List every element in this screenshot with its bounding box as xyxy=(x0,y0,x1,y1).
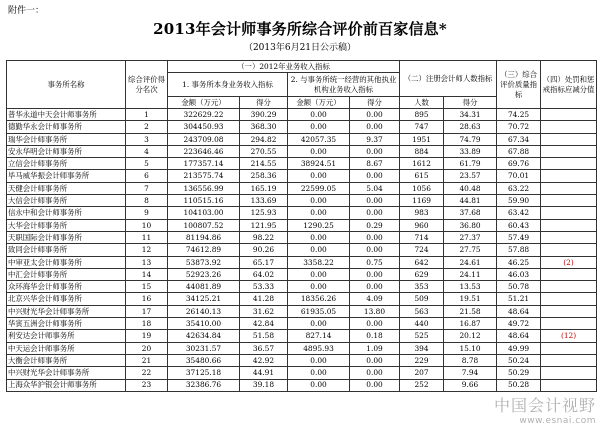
own-revenue-amount-cell: 223646.46 xyxy=(168,145,240,157)
affiliate-revenue-score-cell: 0.00 xyxy=(350,281,400,293)
affiliate-revenue-score-cell: 4.09 xyxy=(350,293,400,305)
table-row xyxy=(7,330,597,342)
affiliate-revenue-score-cell: 0.00 xyxy=(350,207,400,219)
own-revenue-amount-cell: 81194.86 xyxy=(168,231,240,243)
cpa-score-cell: 13.53 xyxy=(444,281,497,293)
table-row xyxy=(7,231,597,243)
own-revenue-score-cell: 36.57 xyxy=(240,342,288,354)
own-revenue-score-cell: 39.18 xyxy=(240,379,288,391)
rank-cell: 2 xyxy=(126,121,168,133)
firm-name-cell: 德勤华永会计师事务所 xyxy=(7,121,126,133)
penalty-cell xyxy=(541,342,597,354)
affiliate-revenue-amount-cell: 18356.26 xyxy=(288,293,350,305)
cpa-score-cell: 36.80 xyxy=(444,219,497,231)
table-row xyxy=(7,170,597,182)
own-revenue-amount-cell: 26140.13 xyxy=(168,305,240,317)
affiliate-revenue-score-cell: 0.00 xyxy=(350,121,400,133)
own-revenue-score-cell: 41.28 xyxy=(240,293,288,305)
cpa-score-cell: 9.66 xyxy=(444,379,497,391)
firm-name-cell: 立信会计师事务所 xyxy=(7,158,126,170)
firm-name-cell: 瑞华会计师事务所 xyxy=(7,133,126,145)
affiliate-revenue-amount-cell: 42057.35 xyxy=(288,133,350,145)
cpa-score-cell: 8.78 xyxy=(444,354,497,366)
affiliate-revenue-score-cell: 0.00 xyxy=(350,231,400,243)
rank-cell: 22 xyxy=(126,367,168,379)
cpa-count-cell: 714 xyxy=(400,231,444,243)
header-group-cpa: （二）注册会计师人数指标 xyxy=(400,61,497,97)
cpa-count-cell: 207 xyxy=(400,367,444,379)
affiliate-revenue-amount-cell: 0.00 xyxy=(288,367,350,379)
cpa-count-cell: 252 xyxy=(400,379,444,391)
header-group-quality: （三）综合评价质量指标 xyxy=(497,61,541,109)
rank-cell: 11 xyxy=(126,231,168,243)
affiliate-revenue-score-cell: 1.09 xyxy=(350,342,400,354)
firm-name-cell: 天健会计师事务所 xyxy=(7,182,126,194)
cpa-score-cell: 27.37 xyxy=(444,231,497,243)
penalty-cell xyxy=(541,145,597,157)
affiliate-revenue-amount-cell: 1290.25 xyxy=(288,219,350,231)
penalty-cell xyxy=(541,182,597,194)
penalty-cell xyxy=(541,231,597,243)
quality-score-cell: 51.21 xyxy=(497,293,541,305)
cpa-score-cell: 74.79 xyxy=(444,133,497,145)
penalty-cell xyxy=(541,268,597,280)
own-revenue-score-cell: 53.33 xyxy=(240,281,288,293)
penalty-cell xyxy=(541,195,597,207)
affiliate-revenue-score-cell: 0.00 xyxy=(350,109,400,121)
cpa-score-cell: 37.68 xyxy=(444,207,497,219)
table-row xyxy=(7,293,597,305)
penalty-cell xyxy=(541,109,597,121)
quality-score-cell: 63.42 xyxy=(497,207,541,219)
affiliate-revenue-amount-cell: 22599.05 xyxy=(288,182,350,194)
table-row xyxy=(7,256,597,268)
cpa-count-cell: 615 xyxy=(400,170,444,182)
quality-score-cell: 74.25 xyxy=(497,109,541,121)
quality-score-cell: 63.22 xyxy=(497,182,541,194)
cpa-score-cell: 20.12 xyxy=(444,330,497,342)
affiliate-revenue-amount-cell: 0.00 xyxy=(288,281,350,293)
own-revenue-score-cell: 65.17 xyxy=(240,256,288,268)
firm-name-cell: 大信会计师事务所 xyxy=(7,195,126,207)
watermark-text: 中国会计视野 xyxy=(493,396,596,415)
affiliate-revenue-score-cell: 0.75 xyxy=(350,256,400,268)
rank-cell: 16 xyxy=(126,293,168,305)
table-row xyxy=(7,281,597,293)
cpa-score-cell: 34.31 xyxy=(444,109,497,121)
table-row xyxy=(7,318,597,330)
affiliate-revenue-amount-cell: 0.00 xyxy=(288,354,350,366)
table-row xyxy=(7,379,597,391)
cpa-count-cell: 1169 xyxy=(400,195,444,207)
own-revenue-amount-cell: 136556.99 xyxy=(168,182,240,194)
own-revenue-amount-cell: 32386.76 xyxy=(168,379,240,391)
affiliate-revenue-amount-cell: 0.00 xyxy=(288,207,350,219)
own-revenue-amount-cell: 104103.00 xyxy=(168,207,240,219)
watermark xyxy=(494,393,596,426)
cpa-score-cell: 21.58 xyxy=(444,305,497,317)
rank-cell: 23 xyxy=(126,379,168,391)
quality-score-cell: 50.28 xyxy=(497,379,541,391)
firm-name-cell: 毕马威华振会计师事务所 xyxy=(7,170,126,182)
quality-score-cell: 70.01 xyxy=(497,170,541,182)
penalty-cell xyxy=(541,305,597,317)
affiliate-revenue-amount-cell: 0.00 xyxy=(288,379,350,391)
affiliate-revenue-score-cell: 0.00 xyxy=(350,367,400,379)
rank-cell: 6 xyxy=(126,170,168,182)
own-revenue-score-cell: 31.62 xyxy=(240,305,288,317)
rank-cell: 4 xyxy=(126,145,168,157)
cpa-score-cell: 15.10 xyxy=(444,342,497,354)
quality-score-cell: 70.72 xyxy=(497,121,541,133)
affiliate-revenue-amount-cell: 0.00 xyxy=(288,170,350,182)
cpa-count-cell: 895 xyxy=(400,109,444,121)
quality-score-cell: 46.25 xyxy=(497,256,541,268)
rank-cell: 20 xyxy=(126,342,168,354)
own-revenue-amount-cell: 35480.66 xyxy=(168,354,240,366)
table-row xyxy=(7,207,597,219)
own-revenue-amount-cell: 34125.21 xyxy=(168,293,240,305)
penalty-cell xyxy=(541,367,597,379)
table-row xyxy=(7,367,597,379)
own-revenue-score-cell: 214.55 xyxy=(240,158,288,170)
affiliate-revenue-score-cell: 0.29 xyxy=(350,219,400,231)
quality-score-cell: 46.03 xyxy=(497,268,541,280)
cpa-count-cell: 394 xyxy=(400,342,444,354)
header-amount: 金额（万元） xyxy=(288,97,350,109)
quality-score-cell: 50.29 xyxy=(497,367,541,379)
own-revenue-score-cell: 368.30 xyxy=(240,121,288,133)
cpa-count-cell: 525 xyxy=(400,330,444,342)
own-revenue-amount-cell: 42634.84 xyxy=(168,330,240,342)
rank-cell: 17 xyxy=(126,305,168,317)
rank-cell: 14 xyxy=(126,268,168,280)
document-title: 2013年会计师事务所综合评价前百家信息* xyxy=(153,20,447,38)
affiliate-revenue-score-cell: 5.04 xyxy=(350,182,400,194)
cpa-score-cell: 7.94 xyxy=(444,367,497,379)
cpa-score-cell: 61.79 xyxy=(444,158,497,170)
header-firm-name: 事务所名称 xyxy=(7,61,126,109)
penalty-cell xyxy=(541,170,597,182)
own-revenue-amount-cell: 322629.22 xyxy=(168,109,240,121)
rank-cell: 10 xyxy=(126,219,168,231)
rank-cell: 18 xyxy=(126,318,168,330)
own-revenue-score-cell: 133.69 xyxy=(240,195,288,207)
header-persons: 人数 xyxy=(400,97,444,109)
own-revenue-score-cell: 125.93 xyxy=(240,207,288,219)
firm-name-cell: 众环海华会计师事务所 xyxy=(7,281,126,293)
table-row xyxy=(7,342,597,354)
cpa-score-cell: 27.75 xyxy=(444,244,497,256)
rank-cell: 1 xyxy=(126,109,168,121)
quality-score-cell: 48.64 xyxy=(497,305,541,317)
table-row xyxy=(7,158,597,170)
quality-score-cell: 59.90 xyxy=(497,195,541,207)
affiliate-revenue-amount-cell: 0.00 xyxy=(288,195,350,207)
penalty-cell xyxy=(541,281,597,293)
document-subtitle: （2013年6月21日公示稿） xyxy=(243,43,357,53)
cpa-score-cell: 16.87 xyxy=(444,318,497,330)
cpa-count-cell: 642 xyxy=(400,256,444,268)
penalty-cell xyxy=(541,293,597,305)
quality-score-cell: 50.78 xyxy=(497,281,541,293)
affiliate-revenue-amount-cell: 0.00 xyxy=(288,244,350,256)
cpa-count-cell: 884 xyxy=(400,145,444,157)
own-revenue-amount-cell: 74612.89 xyxy=(168,244,240,256)
rank-cell: 3 xyxy=(126,133,168,145)
watermark-url: www.esnai.com xyxy=(519,416,596,426)
annex-label: 附件一： xyxy=(8,6,45,16)
quality-score-cell: 57.88 xyxy=(497,244,541,256)
affiliate-revenue-score-cell: 8.67 xyxy=(350,158,400,170)
penalty-cell: (2) xyxy=(541,256,597,268)
firm-name-cell: 中兴财光华会计师事务所 xyxy=(7,367,126,379)
own-revenue-amount-cell: 110515.16 xyxy=(168,195,240,207)
rank-cell: 13 xyxy=(126,256,168,268)
firm-name-cell: 上海众华沪银会计师事务所 xyxy=(7,379,126,391)
cpa-score-cell: 40.48 xyxy=(444,182,497,194)
cpa-score-cell: 44.81 xyxy=(444,195,497,207)
firm-name-cell: 大衡会计师事务所 xyxy=(7,354,126,366)
firm-name-cell: 天职国际会计师事务所 xyxy=(7,231,126,243)
firm-name-cell: 中天运会计师事务所 xyxy=(7,342,126,354)
cpa-count-cell: 229 xyxy=(400,354,444,366)
cpa-score-cell: 24.61 xyxy=(444,256,497,268)
affiliate-revenue-amount-cell: 0.00 xyxy=(288,121,350,133)
firm-name-cell: 中审亚太会计师事务所 xyxy=(7,256,126,268)
cpa-score-cell: 23.57 xyxy=(444,170,497,182)
table-row xyxy=(7,182,597,194)
header-group-revenue: （一）2012年业务收入指标 xyxy=(168,61,400,73)
table-row xyxy=(7,219,597,231)
affiliate-revenue-score-cell: 9.37 xyxy=(350,133,400,145)
rank-cell: 21 xyxy=(126,354,168,366)
penalty-cell xyxy=(541,354,597,366)
penalty-cell xyxy=(541,244,597,256)
cpa-count-cell: 1612 xyxy=(400,158,444,170)
affiliate-revenue-amount-cell: 0.00 xyxy=(288,268,350,280)
affiliate-revenue-score-cell: 0.18 xyxy=(350,330,400,342)
own-revenue-score-cell: 121.95 xyxy=(240,219,288,231)
firm-name-cell: 中兴财光华会计师事务所 xyxy=(7,305,126,317)
header-rank: 综合评价得分名次 xyxy=(126,61,168,109)
cpa-count-cell: 353 xyxy=(400,281,444,293)
own-revenue-amount-cell: 304450.93 xyxy=(168,121,240,133)
own-revenue-score-cell: 165.19 xyxy=(240,182,288,194)
table-row xyxy=(7,354,597,366)
firm-name-cell: 致同会计师事务所 xyxy=(7,244,126,256)
header-affiliate-revenue: 2. 与事务所统一经营的其他执业机构业务收入指标 xyxy=(288,73,400,97)
own-revenue-score-cell: 270.55 xyxy=(240,145,288,157)
rank-cell: 8 xyxy=(126,195,168,207)
header-own-revenue: 1. 事务所本身业务收入指标 xyxy=(168,73,288,97)
own-revenue-amount-cell: 52923.26 xyxy=(168,268,240,280)
affiliate-revenue-score-cell: 0.00 xyxy=(350,195,400,207)
affiliate-revenue-score-cell: 0.00 xyxy=(350,354,400,366)
rank-cell: 5 xyxy=(126,158,168,170)
affiliate-revenue-score-cell: 13.80 xyxy=(350,305,400,317)
penalty-cell xyxy=(541,379,597,391)
affiliate-revenue-amount-cell: 0.00 xyxy=(288,231,350,243)
affiliate-revenue-amount-cell: 827.14 xyxy=(288,330,350,342)
cpa-count-cell: 747 xyxy=(400,121,444,133)
penalty-cell: (12) xyxy=(541,330,597,342)
affiliate-revenue-amount-cell: 61935.05 xyxy=(288,305,350,317)
quality-score-cell: 57.49 xyxy=(497,231,541,243)
own-revenue-amount-cell: 30231.57 xyxy=(168,342,240,354)
cpa-count-cell: 1951 xyxy=(400,133,444,145)
table-row xyxy=(7,305,597,317)
quality-score-cell: 49.99 xyxy=(497,342,541,354)
header-amount: 金额（万元） xyxy=(168,97,240,109)
rank-cell: 12 xyxy=(126,244,168,256)
own-revenue-score-cell: 42.84 xyxy=(240,318,288,330)
own-revenue-score-cell: 90.26 xyxy=(240,244,288,256)
own-revenue-score-cell: 42.92 xyxy=(240,354,288,366)
firm-name-cell: 利安达会计师事务所 xyxy=(7,330,126,342)
quality-score-cell: 49.72 xyxy=(497,318,541,330)
rank-cell: 19 xyxy=(126,330,168,342)
cpa-count-cell: 440 xyxy=(400,318,444,330)
affiliate-revenue-score-cell: 0.00 xyxy=(350,145,400,157)
own-revenue-amount-cell: 35410.00 xyxy=(168,318,240,330)
own-revenue-score-cell: 258.36 xyxy=(240,170,288,182)
own-revenue-score-cell: 98.22 xyxy=(240,231,288,243)
cpa-count-cell: 983 xyxy=(400,207,444,219)
penalty-cell xyxy=(541,121,597,133)
rank-cell: 7 xyxy=(126,182,168,194)
penalty-cell xyxy=(541,158,597,170)
own-revenue-amount-cell: 100807.52 xyxy=(168,219,240,231)
affiliate-revenue-score-cell: 0.00 xyxy=(350,170,400,182)
cpa-count-cell: 563 xyxy=(400,305,444,317)
quality-score-cell: 67.88 xyxy=(497,145,541,157)
firm-name-cell: 大华会计师事务所 xyxy=(7,219,126,231)
table-row xyxy=(7,145,597,157)
own-revenue-score-cell: 51.58 xyxy=(240,330,288,342)
header-group-penalty: （四）处罚和惩戒指标应减分值 xyxy=(541,61,597,109)
own-revenue-amount-cell: 177357.14 xyxy=(168,158,240,170)
table-row xyxy=(7,268,597,280)
table-row xyxy=(7,121,597,133)
quality-score-cell: 50.24 xyxy=(497,354,541,366)
affiliate-revenue-amount-cell: 0.00 xyxy=(288,145,350,157)
affiliate-revenue-score-cell: 0.00 xyxy=(350,268,400,280)
affiliate-revenue-amount-cell: 0.00 xyxy=(288,318,350,330)
affiliate-revenue-score-cell: 0.00 xyxy=(350,318,400,330)
penalty-cell xyxy=(541,207,597,219)
penalty-cell xyxy=(541,219,597,231)
affiliate-revenue-amount-cell: 38924.51 xyxy=(288,158,350,170)
penalty-cell xyxy=(541,133,597,145)
cpa-count-cell: 1056 xyxy=(400,182,444,194)
quality-score-cell: 69.76 xyxy=(497,158,541,170)
own-revenue-score-cell: 390.29 xyxy=(240,109,288,121)
header-score: 得分 xyxy=(240,97,288,109)
cpa-count-cell: 509 xyxy=(400,293,444,305)
affiliate-revenue-amount-cell: 0.00 xyxy=(288,109,350,121)
cpa-score-cell: 19.51 xyxy=(444,293,497,305)
cpa-count-cell: 960 xyxy=(400,219,444,231)
rank-cell: 15 xyxy=(126,281,168,293)
firm-name-cell: 北京兴华会计师事务所 xyxy=(7,293,126,305)
firm-name-cell: 安永华明会计师事务所 xyxy=(7,145,126,157)
penalty-cell xyxy=(541,318,597,330)
own-revenue-score-cell: 294.82 xyxy=(240,133,288,145)
own-revenue-amount-cell: 213575.74 xyxy=(168,170,240,182)
own-revenue-amount-cell: 53873.92 xyxy=(168,256,240,268)
affiliate-revenue-amount-cell: 3358.22 xyxy=(288,256,350,268)
header-score: 得分 xyxy=(444,97,497,109)
firm-name-cell: 普华永道中天会计师事务所 xyxy=(7,109,126,121)
affiliate-revenue-score-cell: 0.00 xyxy=(350,244,400,256)
own-revenue-amount-cell: 243709.08 xyxy=(168,133,240,145)
rank-cell: 9 xyxy=(126,207,168,219)
firm-name-cell: 中汇会计师事务所 xyxy=(7,268,126,280)
cpa-score-cell: 33.89 xyxy=(444,145,497,157)
affiliate-revenue-score-cell: 0.00 xyxy=(350,379,400,391)
own-revenue-score-cell: 44.91 xyxy=(240,367,288,379)
cpa-count-cell: 724 xyxy=(400,244,444,256)
quality-score-cell: 48.64 xyxy=(497,330,541,342)
quality-score-cell: 60.43 xyxy=(497,219,541,231)
header-score: 得分 xyxy=(350,97,400,109)
table-row xyxy=(7,133,597,145)
own-revenue-amount-cell: 37125.18 xyxy=(168,367,240,379)
ranking-table xyxy=(6,60,597,392)
own-revenue-amount-cell: 44081.89 xyxy=(168,281,240,293)
affiliate-revenue-amount-cell: 4895.93 xyxy=(288,342,350,354)
cpa-score-cell: 24.11 xyxy=(444,268,497,280)
cpa-count-cell: 629 xyxy=(400,268,444,280)
table-row xyxy=(7,195,597,207)
table-row xyxy=(7,244,597,256)
firm-name-cell: 华寅五洲会计师事务所 xyxy=(7,318,126,330)
own-revenue-score-cell: 64.02 xyxy=(240,268,288,280)
firm-name-cell: 信永中和会计师事务所 xyxy=(7,207,126,219)
quality-score-cell: 67.34 xyxy=(497,133,541,145)
cpa-score-cell: 28.63 xyxy=(444,121,497,133)
table-row xyxy=(7,109,597,121)
